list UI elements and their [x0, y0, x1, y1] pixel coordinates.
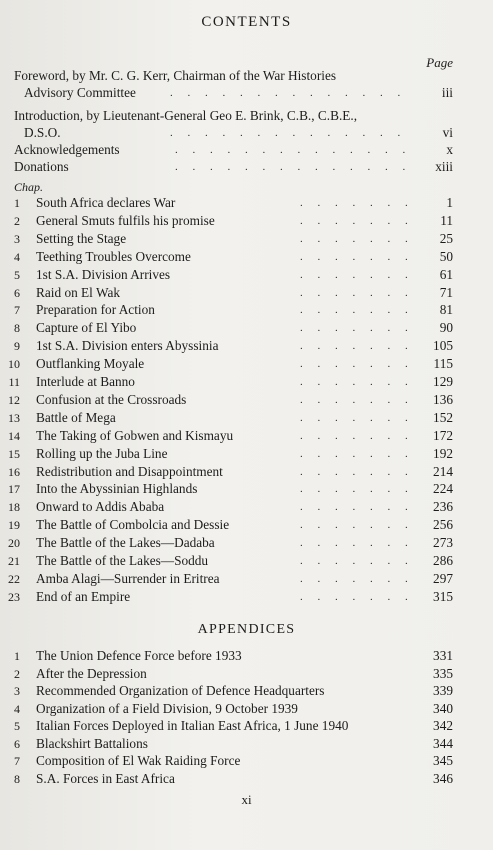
- chapter-page: 286: [433, 553, 453, 568]
- appendix-number: 5: [14, 719, 20, 733]
- chapter-number: 21: [8, 554, 20, 568]
- chapter-number: 19: [8, 518, 20, 533]
- chapter-entry: [0, 301, 493, 319]
- entry-title: Advisory Committee: [24, 85, 136, 100]
- appendix-page: 340: [433, 700, 453, 716]
- appendix-number: 1: [14, 649, 20, 663]
- leader-dots: . . . . . . .: [300, 555, 414, 567]
- chapter-page: 1: [446, 195, 453, 210]
- appendix-title: Organization of a Field Division, 9 October 1939: [36, 700, 298, 716]
- chapter-page: 315: [433, 588, 453, 604]
- chapter-title: Setting the Stage: [36, 230, 127, 246]
- chapter-entry: [0, 355, 493, 373]
- chapter-page: 81: [439, 302, 453, 318]
- leader-dots: . . . . . . .: [300, 393, 414, 406]
- chapter-title: Teething Troubles Overcome: [36, 248, 191, 264]
- front-matter-line: [0, 141, 493, 159]
- chapter-title: Confusion at the Crossroads: [36, 391, 187, 407]
- chapter-page: 297: [433, 570, 453, 586]
- chapter-title: Raid on El Wak: [36, 284, 120, 300]
- chapter-page: 71: [439, 284, 453, 300]
- chapter-number: 14: [8, 428, 20, 443]
- chapter-entry: [0, 570, 493, 588]
- chapter-number: 10: [8, 357, 20, 372]
- chapter-entry: [0, 516, 493, 534]
- front-matter-line: [0, 124, 493, 142]
- chapter-entry: [0, 248, 493, 266]
- chapter-title: Interlude at Banno: [36, 374, 135, 389]
- page-column-heading: Page: [426, 55, 453, 70]
- entry-title: D.S.O.: [24, 125, 61, 140]
- chapter-page: 192: [433, 445, 453, 461]
- front-matter-line: [0, 67, 493, 85]
- chapter-entry: [0, 230, 493, 248]
- chapter-number: 18: [8, 500, 20, 515]
- entry-page: x: [446, 142, 453, 157]
- appendix-entry: [0, 752, 493, 770]
- entry-title: Acknowledgements: [14, 142, 120, 157]
- chapter-title: The Battle of Combolcia and Dessie: [36, 517, 230, 533]
- chapter-entry: [0, 373, 493, 391]
- chapter-column-heading: Chap.: [14, 180, 44, 194]
- chapter-title: The Taking of Gobwen and Kismayu: [36, 427, 234, 443]
- leader-dots: . . . . . . . . . . . . . .: [170, 87, 407, 99]
- chapter-page: 50: [439, 248, 453, 264]
- appendix-title: S.A. Forces in East Africa: [36, 770, 175, 786]
- chapter-number: 4: [14, 249, 20, 264]
- chapter-number: 3: [14, 231, 20, 246]
- appendix-entry: [0, 647, 493, 665]
- chapter-number: 1: [14, 196, 20, 210]
- appendices-title: APPENDICES: [197, 622, 296, 637]
- chapter-title: 1st S.A. Division enters Abyssinia: [36, 338, 219, 354]
- chapter-entry: [0, 427, 493, 445]
- leader-dots: . . . . . . .: [300, 483, 414, 496]
- appendix-title: Recommended Organization of Defence Headquarters: [36, 683, 325, 698]
- appendix-page: 342: [433, 718, 453, 733]
- leader-dots: . . . . . . .: [300, 465, 414, 478]
- chapter-number: 5: [14, 267, 20, 282]
- chapter-page: 25: [439, 230, 453, 246]
- leader-dots: . . . . . . .: [300, 447, 414, 460]
- chapter-entry: [0, 284, 493, 302]
- chapter-title: Amba Alagi—Surrender in Eritrea: [36, 570, 220, 586]
- appendix-title: Blackshirt Battalions: [36, 735, 148, 751]
- front-matter-line: [0, 107, 493, 125]
- leader-dots: . . . . . . .: [300, 572, 414, 585]
- chapter-number: 17: [8, 482, 20, 497]
- chapter-number: 6: [14, 285, 20, 300]
- leader-dots: . . . . . . .: [300, 322, 414, 335]
- appendix-entry: [0, 700, 493, 718]
- chapter-number: 23: [8, 589, 20, 604]
- chapter-number: 7: [14, 303, 20, 318]
- chapter-page: 115: [433, 356, 453, 372]
- front-matter-line: [0, 158, 493, 176]
- leader-dots: . . . . . . . . . . . . . .: [175, 161, 412, 173]
- chapter-number: 12: [8, 392, 20, 407]
- chapter-entry: [0, 552, 493, 570]
- chapter-entry: [0, 337, 493, 355]
- entry-title: Donations: [14, 159, 69, 174]
- leader-dots: . . . . . . .: [300, 340, 414, 353]
- chapter-entry: [0, 588, 493, 606]
- chapter-title: Preparation for Action: [36, 302, 155, 318]
- chapter-page: 61: [439, 266, 453, 282]
- leader-dots: . . . . . . .: [300, 214, 414, 227]
- leader-dots: . . . . . . .: [300, 304, 414, 317]
- chapter-title: Battle of Mega: [36, 409, 116, 425]
- chapter-entry: [0, 319, 493, 337]
- leader-dots: . . . . . . .: [300, 358, 414, 371]
- chapter-page: 256: [433, 517, 453, 533]
- chapter-entry: [0, 463, 493, 481]
- appendix-number: 2: [14, 666, 20, 681]
- leader-dots: . . . . . . .: [300, 268, 414, 281]
- chapter-number: 11: [8, 375, 20, 389]
- appendix-page: 331: [433, 648, 453, 663]
- chapter-title: Outflanking Moyale: [36, 356, 145, 372]
- chapter-page: 136: [433, 391, 453, 407]
- chapter-page: 152: [433, 409, 453, 425]
- chapter-entry: [0, 194, 493, 212]
- appendix-page: 344: [433, 735, 453, 751]
- chapter-title: South Africa declares War: [36, 195, 176, 210]
- chapter-page: 90: [439, 320, 453, 336]
- chapter-number: 20: [8, 536, 20, 551]
- chapter-page: 236: [433, 499, 453, 515]
- appendix-title: The Union Defence Force before 1933: [36, 648, 242, 663]
- chapter-number: 13: [8, 410, 20, 425]
- leader-dots: . . . . . . .: [300, 411, 414, 424]
- chapter-entry: [0, 266, 493, 284]
- entry-title: Introduction, by Lieutenant-General Geo E. Brink, C.B., C.B.E.,: [14, 108, 358, 123]
- chapter-number: 2: [14, 213, 20, 228]
- chapter-title: 1st S.A. Division Arrives: [36, 266, 171, 282]
- chapter-title: The Battle of the Lakes—Dadaba: [36, 535, 215, 551]
- entry-page: xiii: [435, 159, 453, 174]
- chapter-number: 15: [8, 446, 20, 461]
- chapter-entry: [0, 409, 493, 427]
- appendix-number: 3: [14, 684, 20, 698]
- leader-dots: . . . . . . .: [300, 590, 414, 603]
- entry-page: vi: [442, 125, 453, 140]
- leader-dots: . . . . . . . . . . . . . .: [175, 144, 412, 156]
- leader-dots: . . . . . . .: [300, 537, 414, 550]
- appendix-entry: [0, 665, 493, 683]
- entry-page: iii: [441, 85, 453, 100]
- appendix-number: 8: [14, 771, 20, 786]
- appendix-page: 339: [433, 683, 453, 698]
- appendix-entry: [0, 682, 493, 700]
- chapter-title: End of an Empire: [36, 588, 131, 604]
- chapter-title: The Battle of the Lakes—Soddu: [36, 553, 209, 568]
- appendix-page: 335: [433, 665, 453, 681]
- chapter-entry: [0, 212, 493, 230]
- chapter-page: 214: [433, 463, 453, 479]
- entry-title: Foreword, by Mr. C. G. Kerr, Chairman of the War Histories: [14, 68, 337, 83]
- appendix-entry: [0, 735, 493, 753]
- appendix-number: 6: [14, 736, 20, 751]
- chapter-title: General Smuts fulfils his promise: [36, 212, 215, 228]
- chapter-entry: [0, 534, 493, 552]
- appendix-number: 7: [14, 754, 20, 768]
- chapter-page: 129: [433, 374, 453, 389]
- chapter-number: 22: [8, 571, 20, 586]
- appendix-entry: [0, 717, 493, 735]
- chapter-entry: [0, 391, 493, 409]
- chapter-entry: [0, 480, 493, 498]
- chapter-page: 224: [433, 481, 453, 497]
- chapter-page: 11: [440, 212, 453, 228]
- leader-dots: . . . . . . .: [300, 429, 414, 442]
- front-matter-line: [0, 84, 493, 102]
- appendix-entry: [0, 770, 493, 788]
- chapter-title: Rolling up the Juba Line: [36, 445, 168, 461]
- appendix-title: Composition of El Wak Raiding Force: [36, 753, 241, 768]
- appendix-page: 345: [433, 753, 453, 768]
- leader-dots: . . . . . . .: [300, 232, 414, 245]
- appendix-number: 4: [14, 701, 20, 716]
- chapter-title: Capture of El Yibo: [36, 320, 137, 336]
- leader-dots: . . . . . . .: [300, 250, 414, 263]
- leader-dots: . . . . . . .: [300, 501, 414, 514]
- leader-dots: . . . . . . .: [300, 197, 414, 209]
- chapter-number: 16: [8, 464, 20, 479]
- chapter-page: 105: [433, 338, 453, 354]
- chapter-page: 172: [433, 427, 453, 443]
- contents-title: CONTENTS: [201, 14, 292, 30]
- leader-dots: . . . . . . . . . . . . . .: [170, 127, 407, 139]
- leader-dots: . . . . . . .: [300, 519, 414, 532]
- leader-dots: . . . . . . .: [300, 376, 414, 388]
- chapter-number: 9: [14, 339, 20, 354]
- chapter-entry: [0, 445, 493, 463]
- appendix-page: 346: [433, 770, 453, 786]
- chapter-entry: [0, 498, 493, 516]
- chapter-number: 8: [14, 321, 20, 336]
- appendix-title: Italian Forces Deployed in Italian East Africa, 1 June 1940: [36, 718, 349, 733]
- appendix-title: After the Depression: [36, 665, 147, 681]
- page-number: xi: [241, 792, 252, 807]
- chapter-page: 273: [433, 535, 453, 551]
- chapter-title: Redistribution and Disappointment: [36, 463, 223, 479]
- leader-dots: . . . . . . .: [300, 286, 414, 299]
- chapter-title: Onward to Addis Ababa: [36, 499, 165, 515]
- chapter-title: Into the Abyssinian Highlands: [36, 481, 198, 497]
